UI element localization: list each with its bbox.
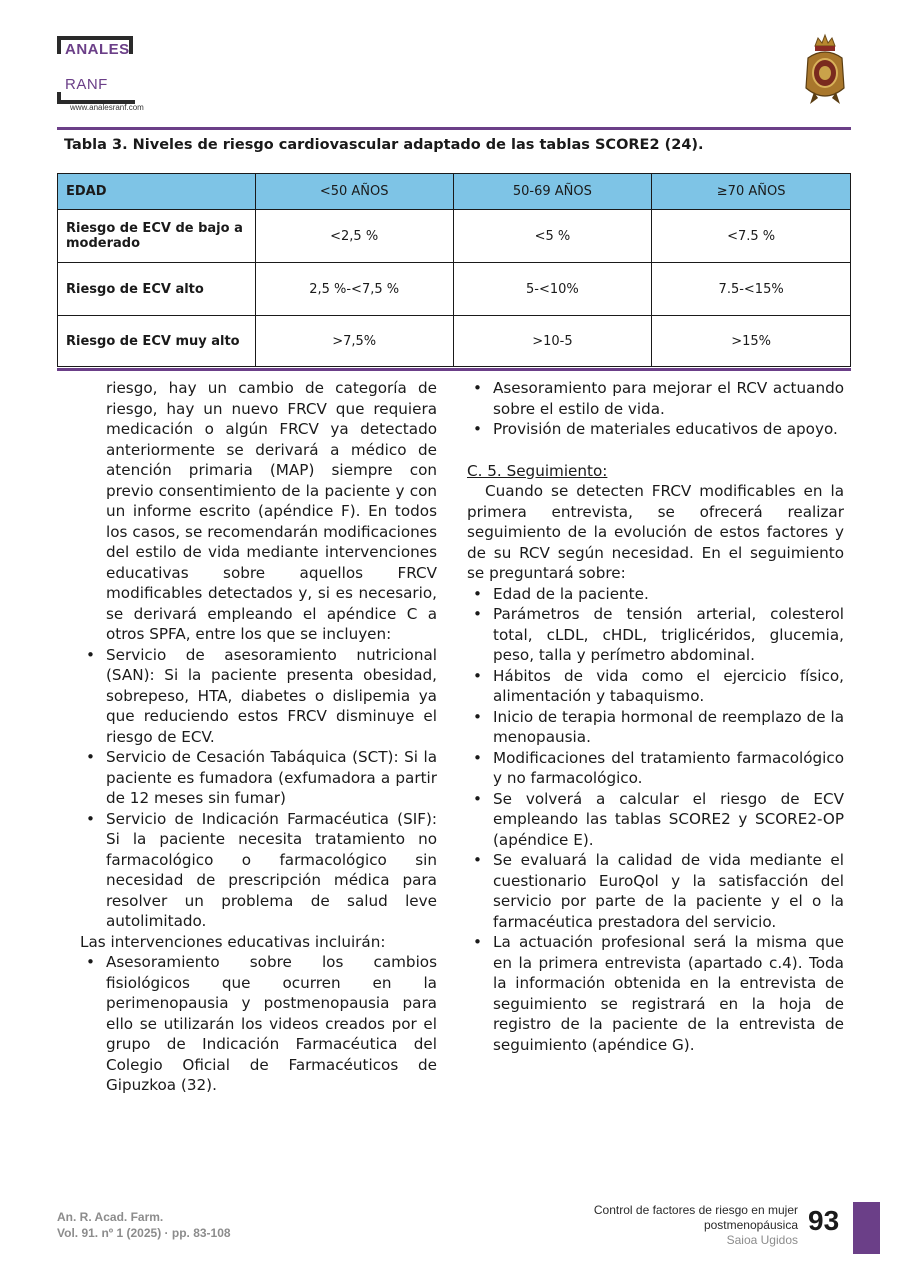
list-item: • Parámetros de tensión arterial, colesterol total, cLDL, cHDL, triglicéridos, glucemia, peso, talla y perímetro abdominal. bbox=[467, 604, 844, 666]
list-item: • Servicio de Cesación Tabáquica (SCT): Si la paciente es fumadora (exfumadora a partir de 12 meses sin fumar) bbox=[80, 747, 437, 809]
table-cell: >10-5 bbox=[453, 316, 652, 367]
table-row bbox=[58, 263, 851, 316]
table-header-cell: EDAD bbox=[58, 174, 256, 210]
running-author: Saioa Ugidos bbox=[726, 1233, 798, 1247]
table-cell: >7,5% bbox=[255, 316, 453, 367]
table-top-rule bbox=[57, 127, 851, 130]
list-item: • Hábitos de vida como el ejercicio físico, alimentación y tabaquismo. bbox=[467, 666, 844, 707]
table-header-cell: 50-69 AÑOS bbox=[453, 174, 652, 210]
journal-name: An. R. Acad. Farm. bbox=[57, 1210, 164, 1224]
page-number: 93 bbox=[808, 1205, 840, 1236]
list-item: • Servicio de Indicación Farmacéutica (SIF): Si la paciente necesita tratamiento no farmacológico o farmacológico sin necesidad de prescripción médica para resolver un problema de salud leve autolimitado. bbox=[80, 809, 437, 932]
section-heading: C. 5. Seguimiento: bbox=[467, 461, 608, 480]
risk-level-table bbox=[57, 173, 851, 367]
right-text-column bbox=[467, 378, 844, 1055]
list-item: • Se volverá a calcular el riesgo de ECV empleando las tablas SCORE2 y SCORE2-OP (apéndice E). bbox=[467, 789, 844, 851]
followup-list bbox=[467, 584, 844, 1056]
logo-ranf-text: RANF bbox=[65, 76, 108, 93]
running-title-line2: postmenopáusica bbox=[703, 1218, 798, 1232]
logo-anales-text: ANALES bbox=[65, 41, 130, 58]
table-row bbox=[58, 316, 851, 367]
table-cell: 7.5-<15% bbox=[652, 263, 851, 316]
list-item: • Asesoramiento sobre los cambios fisiológicos que ocurren en la perimenopausia y postmenopausia para ello se utilizarán los videos creados por el grupo de Indicación Farmacéutica del Colegio Oficial de Farmacéuticos de Gipuzkoa (32). bbox=[80, 952, 437, 1096]
table-cell: <5 % bbox=[453, 210, 652, 263]
list-item: • Se evaluará la calidad de vida mediante el cuestionario EuroQol y la satisfacción del servicio por parte de la paciente y el o la farmacéutica prestadora del servicio. bbox=[467, 850, 844, 932]
paragraph-referral: riesgo, hay un cambio de categoría de riesgo, hay un nuevo FRCV que requiera medicación o algún FRCV ya detectado anteriormente se derivará a médico de atención primaria (MAP) siempre con previo consentimiento de la paciente y con un informe escrito (apéndice F). En todos los casos, se recomendarán modificaciones del estilo de vida mediante intervenciones educativas sobre aquellos FRCV modificables detectados y, si es necesario, se derivará empleando el apéndice C a otros SPFA, entre los que se incluyen: bbox=[106, 379, 437, 643]
royal-academy-crest-icon bbox=[800, 32, 850, 108]
table-cell: <2,5 % bbox=[255, 210, 453, 263]
table-caption: Tabla 3. Niveles de riesgo cardiovascular adaptado de las tablas SCORE2 (24). bbox=[64, 137, 704, 153]
journal-citation bbox=[57, 1209, 231, 1241]
journal-volume: Vol. 91. nº 1 (2025) · pp. 83-108 bbox=[57, 1226, 231, 1240]
list-item: • Modificaciones del tratamiento farmacológico y no farmacológico. bbox=[467, 748, 844, 789]
table-row-label: Riesgo de ECV alto bbox=[58, 263, 256, 316]
running-title bbox=[594, 1203, 798, 1248]
table-row bbox=[58, 210, 851, 263]
table-header-row bbox=[58, 174, 851, 210]
running-title-line1: Control de factores de riesgo en mujer bbox=[593, 1203, 798, 1217]
table-row-label: Riesgo de ECV de bajo a moderado bbox=[58, 210, 256, 263]
interventions-list-continued bbox=[467, 378, 844, 440]
list-item: • Asesoramiento para mejorar el RCV actuando sobre el estilo de vida. bbox=[467, 378, 844, 419]
logo-url: www.analesranf.com bbox=[70, 103, 144, 112]
table-cell: >15% bbox=[652, 316, 851, 367]
table-cell: <7.5 % bbox=[652, 210, 851, 263]
table-row-label: Riesgo de ECV muy alto bbox=[58, 316, 256, 367]
table-header-cell: ≥70 AÑOS bbox=[652, 174, 851, 210]
list-item: • Servicio de asesoramiento nutricional (SAN): Si la paciente presenta obesidad, sobrepeso, HTA, diabetes o dislipemia ya que reduciendo estos FRCV disminuye el riesgo de ECV. bbox=[80, 645, 437, 748]
table-cell: 5-<10% bbox=[453, 263, 652, 316]
list-item: • La actuación profesional será la misma que en la primera entrevista (apartado c.4). Toda la información obtenida en la entrevista de seguimiento se registrará en la hoja de registro de la paciente de la entrevista de seguimiento (apéndice G). bbox=[467, 932, 844, 1055]
interventions-list bbox=[80, 952, 437, 1096]
journal-logo bbox=[57, 36, 177, 116]
list-item: • Provisión de materiales educativos de apoyo. bbox=[467, 419, 844, 440]
paragraph-interventions-intro: Las intervenciones educativas incluirán: bbox=[80, 932, 386, 951]
list-item: • Edad de la paciente. bbox=[467, 584, 844, 605]
table-header-cell: <50 AÑOS bbox=[255, 174, 453, 210]
paragraph-followup-intro: Cuando se detecten FRCV modificables en la primera entrevista, se ofrecerá realizar seguimiento de la evolución de estos factores y de su RCV según necesidad. En el seguimiento se preguntará sobre: bbox=[467, 482, 844, 582]
left-text-column bbox=[80, 378, 437, 1096]
list-item: • Inicio de terapia hormonal de reemplazo de la menopausia. bbox=[467, 707, 844, 748]
page-accent-bar bbox=[853, 1202, 880, 1254]
services-list bbox=[80, 645, 437, 932]
table-cell: 2,5 %-<7,5 % bbox=[255, 263, 453, 316]
table-bottom-rule bbox=[57, 368, 851, 371]
